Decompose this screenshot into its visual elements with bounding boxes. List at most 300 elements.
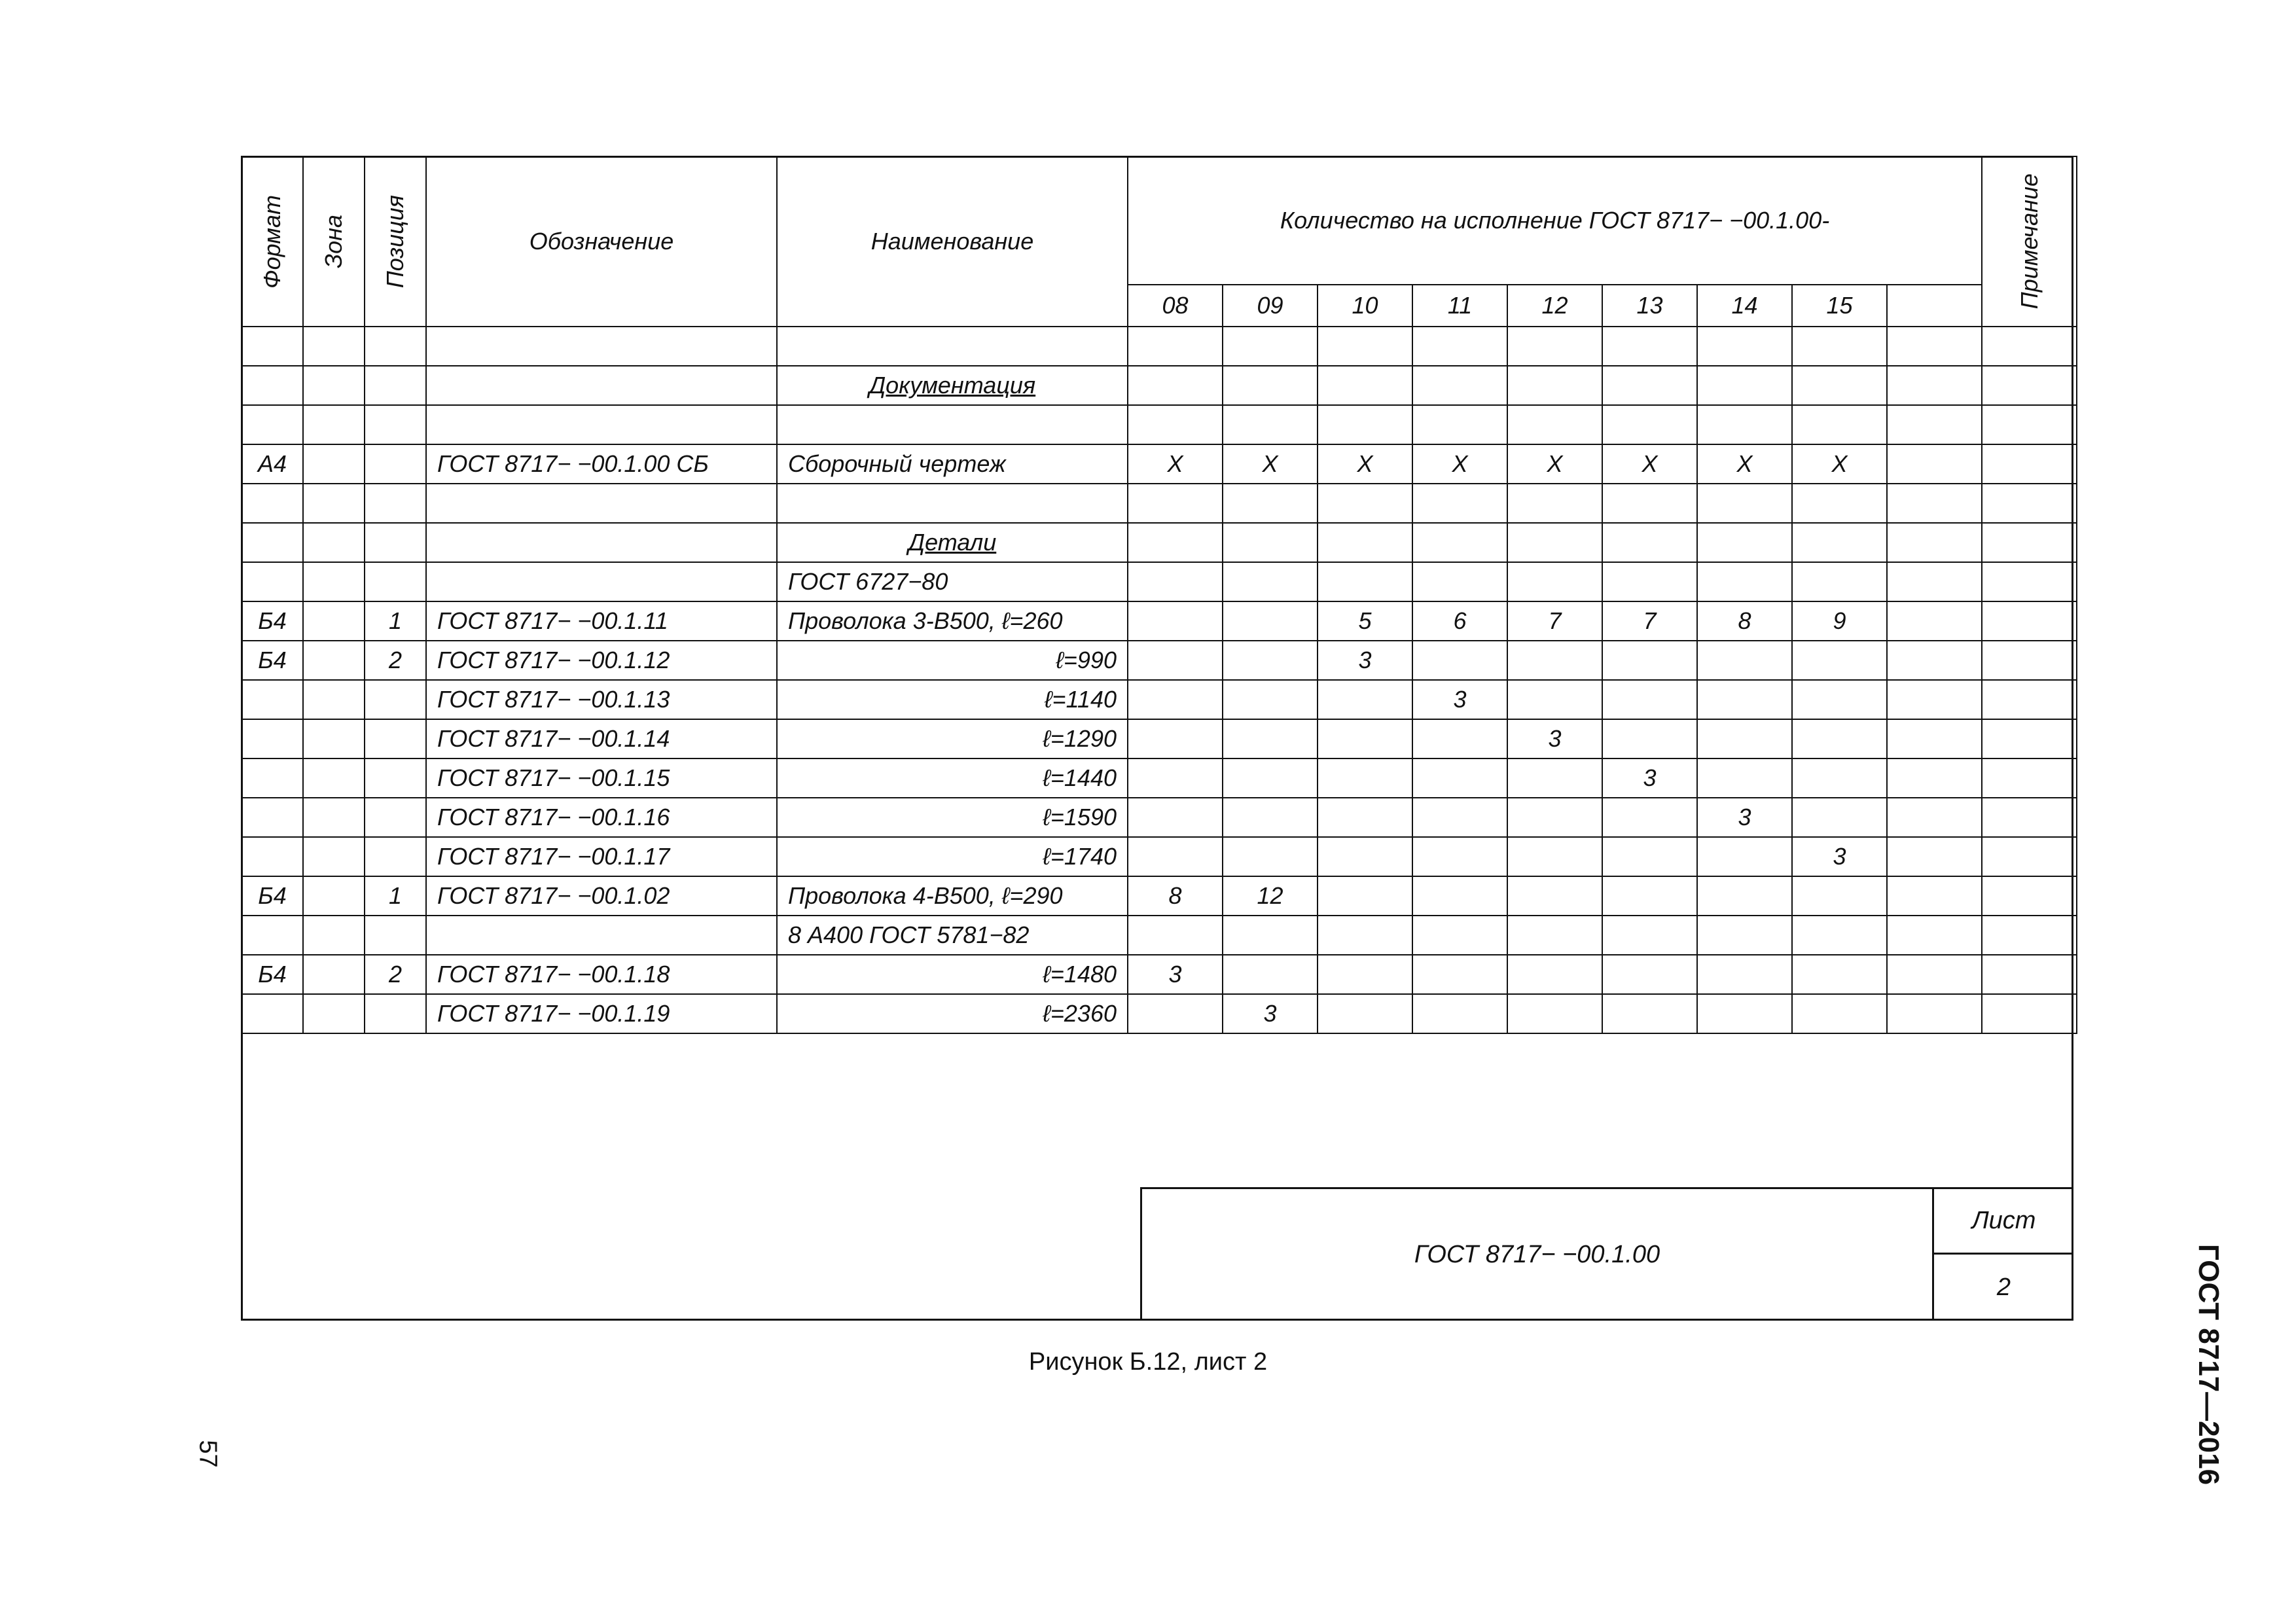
- cell-designation: [426, 916, 777, 955]
- header-format: Формат: [242, 156, 303, 327]
- cell-quantity: [1507, 798, 1602, 837]
- cell-designation: [426, 405, 777, 444]
- cell-quantity: [1128, 366, 1223, 405]
- cell-designation: ГОСТ 8717− −00.1.19: [426, 994, 777, 1033]
- cell-quantity: [1223, 366, 1318, 405]
- cell-quantity: [1507, 955, 1602, 994]
- cell-quantity: [1318, 523, 1412, 562]
- cell-quantity: 3: [1318, 641, 1412, 680]
- cell-position: [365, 366, 426, 405]
- cell-position: [365, 444, 426, 484]
- cell-quantity: [1887, 405, 1982, 444]
- cell-name: 8 А400 ГОСТ 5781−82: [777, 916, 1128, 955]
- header-quantity: Количество на исполнение ГОСТ 8717− −00.1.00-: [1128, 156, 1982, 285]
- cell-name: [777, 484, 1128, 523]
- cell-quantity: [1697, 562, 1792, 601]
- cell-position: [365, 523, 426, 562]
- cell-quantity: [1792, 523, 1887, 562]
- cell-designation: ГОСТ 8717− −00.1.12: [426, 641, 777, 680]
- cell-quantity: [1887, 680, 1982, 719]
- cell-quantity: [1507, 641, 1602, 680]
- cell-quantity: [1507, 916, 1602, 955]
- cell-position: [365, 680, 426, 719]
- cell-quantity: [1697, 719, 1792, 758]
- cell-position: [365, 994, 426, 1033]
- cell-zone: [303, 876, 365, 916]
- cell-quantity: [1697, 994, 1792, 1033]
- cell-quantity: [1128, 601, 1223, 641]
- cell-designation: ГОСТ 8717− −00.1.11: [426, 601, 777, 641]
- header-designation: Обозначение: [426, 156, 777, 327]
- cell-quantity: [1792, 955, 1887, 994]
- table-row: [242, 523, 2077, 562]
- cell-quantity: 7: [1602, 601, 1697, 641]
- cell-note: [1982, 955, 2077, 994]
- cell-quantity: [1697, 523, 1792, 562]
- cell-quantity: 7: [1507, 601, 1602, 641]
- cell-note: [1982, 405, 2077, 444]
- cell-quantity: Х: [1223, 444, 1318, 484]
- cell-zone: [303, 837, 365, 876]
- cell-zone: [303, 601, 365, 641]
- header-position: Позиция: [365, 156, 426, 327]
- cell-quantity: [1887, 758, 1982, 798]
- cell-zone: [303, 366, 365, 405]
- cell-zone: [303, 523, 365, 562]
- cell-quantity: [1223, 916, 1318, 955]
- cell-zone: [303, 758, 365, 798]
- table-row: [242, 876, 2077, 916]
- cell-name: ℓ=2360: [777, 994, 1128, 1033]
- cell-zone: [303, 327, 365, 366]
- cell-designation: [426, 327, 777, 366]
- cell-format: [242, 916, 303, 955]
- cell-quantity: [1697, 758, 1792, 798]
- table-row: [242, 955, 2077, 994]
- cell-quantity: [1128, 758, 1223, 798]
- cell-quantity: [1318, 327, 1412, 366]
- cell-quantity: Х: [1318, 444, 1412, 484]
- cell-quantity: [1507, 680, 1602, 719]
- cell-format: [242, 523, 303, 562]
- cell-note: [1982, 680, 2077, 719]
- cell-quantity: [1887, 444, 1982, 484]
- cell-name: ℓ=1590: [777, 798, 1128, 837]
- cell-quantity: [1792, 405, 1887, 444]
- cell-quantity: [1507, 405, 1602, 444]
- cell-quantity: [1792, 916, 1887, 955]
- cell-quantity: 3: [1697, 798, 1792, 837]
- cell-position: [365, 562, 426, 601]
- standard-designation: ГОСТ 8717—2016: [2193, 1243, 2225, 1486]
- cell-quantity: [1318, 955, 1412, 994]
- cell-quantity: [1318, 719, 1412, 758]
- cell-quantity: 8: [1128, 876, 1223, 916]
- cell-name: ℓ=1480: [777, 955, 1128, 994]
- cell-quantity: [1223, 955, 1318, 994]
- cell-name: ℓ=1140: [777, 680, 1128, 719]
- cell-quantity: [1412, 916, 1507, 955]
- table-row: [242, 798, 2077, 837]
- cell-quantity: [1318, 798, 1412, 837]
- cell-format: Б4: [242, 876, 303, 916]
- cell-quantity: 9: [1792, 601, 1887, 641]
- cell-position: 1: [365, 601, 426, 641]
- cell-format: Б4: [242, 601, 303, 641]
- cell-name: ГОСТ 6727−80: [777, 562, 1128, 601]
- cell-note: [1982, 562, 2077, 601]
- cell-zone: [303, 444, 365, 484]
- cell-quantity: 12: [1223, 876, 1318, 916]
- cell-quantity: [1887, 955, 1982, 994]
- cell-quantity: [1507, 562, 1602, 601]
- cell-quantity: 3: [1792, 837, 1887, 876]
- cell-quantity: [1887, 641, 1982, 680]
- cell-zone: [303, 955, 365, 994]
- cell-quantity: [1412, 837, 1507, 876]
- cell-quantity: [1602, 955, 1697, 994]
- cell-quantity: [1318, 366, 1412, 405]
- cell-quantity: [1602, 562, 1697, 601]
- cell-quantity: Х: [1602, 444, 1697, 484]
- cell-position: [365, 327, 426, 366]
- cell-quantity: 3: [1602, 758, 1697, 798]
- cell-position: 2: [365, 641, 426, 680]
- cell-note: [1982, 876, 2077, 916]
- cell-position: 1: [365, 876, 426, 916]
- cell-quantity: [1412, 405, 1507, 444]
- header-variant: 14: [1697, 285, 1792, 327]
- cell-designation: [426, 484, 777, 523]
- cell-quantity: Х: [1697, 444, 1792, 484]
- header-variant: [1887, 285, 1982, 327]
- cell-position: 2: [365, 955, 426, 994]
- table-row: [242, 366, 2077, 405]
- table-row: [242, 562, 2077, 601]
- cell-format: [242, 798, 303, 837]
- cell-quantity: [1507, 758, 1602, 798]
- cell-zone: [303, 680, 365, 719]
- cell-name: ℓ=1290: [777, 719, 1128, 758]
- cell-quantity: [1223, 837, 1318, 876]
- cell-zone: [303, 994, 365, 1033]
- cell-note: [1982, 994, 2077, 1033]
- cell-quantity: [1412, 955, 1507, 994]
- cell-quantity: [1697, 916, 1792, 955]
- cell-name: Сборочный чертеж: [777, 444, 1128, 484]
- cell-quantity: [1792, 562, 1887, 601]
- sheet-number: 2: [1996, 1273, 2011, 1301]
- header-note: Примечание: [1982, 156, 2077, 327]
- cell-quantity: [1602, 994, 1697, 1033]
- cell-quantity: [1412, 719, 1507, 758]
- cell-quantity: [1602, 680, 1697, 719]
- cell-position: [365, 719, 426, 758]
- cell-quantity: [1412, 758, 1507, 798]
- cell-name: Проволока 4-В500, ℓ=290: [777, 876, 1128, 916]
- cell-quantity: [1128, 916, 1223, 955]
- table-row: [242, 484, 2077, 523]
- cell-name: Документация: [777, 366, 1128, 405]
- cell-name: [777, 327, 1128, 366]
- cell-quantity: [1223, 327, 1318, 366]
- cell-quantity: [1792, 484, 1887, 523]
- cell-note: [1982, 444, 2077, 484]
- cell-quantity: [1412, 994, 1507, 1033]
- cell-quantity: [1318, 837, 1412, 876]
- cell-quantity: [1792, 798, 1887, 837]
- cell-quantity: [1602, 327, 1697, 366]
- cell-quantity: [1602, 366, 1697, 405]
- cell-zone: [303, 484, 365, 523]
- cell-quantity: [1792, 758, 1887, 798]
- cell-format: [242, 994, 303, 1033]
- cell-quantity: Х: [1412, 444, 1507, 484]
- header-variant: 15: [1792, 285, 1887, 327]
- cell-quantity: [1412, 327, 1507, 366]
- sheet-label: Лист: [1934, 1189, 2073, 1255]
- table-row: [242, 837, 2077, 876]
- cell-quantity: [1697, 405, 1792, 444]
- cell-position: [365, 837, 426, 876]
- cell-quantity: [1507, 994, 1602, 1033]
- cell-zone: [303, 719, 365, 758]
- cell-format: [242, 680, 303, 719]
- cell-designation: ГОСТ 8717− −00.1.13: [426, 680, 777, 719]
- header-variant: 10: [1318, 285, 1412, 327]
- cell-note: [1982, 641, 2077, 680]
- cell-quantity: [1792, 719, 1887, 758]
- cell-quantity: [1318, 758, 1412, 798]
- table-row: [242, 405, 2077, 444]
- cell-note: [1982, 916, 2077, 955]
- cell-quantity: [1887, 994, 1982, 1033]
- cell-format: [242, 562, 303, 601]
- cell-quantity: [1792, 327, 1887, 366]
- cell-note: [1982, 327, 2077, 366]
- figure-caption: Рисунок Б.12, лист 2: [1028, 1348, 1268, 1376]
- cell-quantity: [1697, 680, 1792, 719]
- table-row: [242, 444, 2077, 484]
- cell-quantity: 3: [1223, 994, 1318, 1033]
- cell-format: [242, 758, 303, 798]
- header-zone: Зона: [303, 156, 365, 327]
- cell-zone: [303, 641, 365, 680]
- cell-quantity: 5: [1318, 601, 1412, 641]
- cell-quantity: 8: [1697, 601, 1792, 641]
- cell-quantity: [1602, 798, 1697, 837]
- cell-quantity: [1507, 327, 1602, 366]
- cell-quantity: [1792, 366, 1887, 405]
- cell-format: [242, 484, 303, 523]
- cell-format: [242, 327, 303, 366]
- table-row: [242, 327, 2077, 366]
- cell-quantity: [1223, 641, 1318, 680]
- cell-name: [777, 405, 1128, 444]
- cell-zone: [303, 405, 365, 444]
- cell-quantity: [1792, 994, 1887, 1033]
- cell-quantity: [1887, 327, 1982, 366]
- cell-quantity: [1507, 366, 1602, 405]
- cell-format: Б4: [242, 641, 303, 680]
- cell-quantity: [1223, 798, 1318, 837]
- table-row: [242, 680, 2077, 719]
- cell-quantity: [1887, 719, 1982, 758]
- table-row: [242, 916, 2077, 955]
- cell-format: [242, 719, 303, 758]
- cell-zone: [303, 798, 365, 837]
- title-block: [1140, 1187, 2073, 1321]
- cell-quantity: 3: [1507, 719, 1602, 758]
- cell-format: А4: [242, 444, 303, 484]
- cell-designation: ГОСТ 8717− −00.1.02: [426, 876, 777, 916]
- cell-quantity: [1412, 366, 1507, 405]
- cell-quantity: [1128, 327, 1223, 366]
- cell-quantity: [1412, 523, 1507, 562]
- cell-quantity: [1318, 484, 1412, 523]
- cell-designation: [426, 562, 777, 601]
- cell-quantity: [1223, 758, 1318, 798]
- cell-quantity: [1128, 680, 1223, 719]
- cell-designation: ГОСТ 8717− −00.1.14: [426, 719, 777, 758]
- cell-quantity: [1887, 523, 1982, 562]
- table-row: [242, 601, 2077, 641]
- cell-note: [1982, 366, 2077, 405]
- cell-quantity: [1697, 327, 1792, 366]
- cell-quantity: [1697, 876, 1792, 916]
- cell-quantity: [1128, 641, 1223, 680]
- cell-name: ℓ=1740: [777, 837, 1128, 876]
- cell-quantity: [1318, 680, 1412, 719]
- cell-quantity: [1507, 876, 1602, 916]
- cell-quantity: 6: [1412, 601, 1507, 641]
- cell-note: [1982, 601, 2077, 641]
- header-variant: 12: [1507, 285, 1602, 327]
- title-block-document: ГОСТ 8717− −00.1.00: [1142, 1189, 1934, 1321]
- cell-quantity: [1507, 523, 1602, 562]
- table-row: [242, 994, 2077, 1033]
- header-name: Наименование: [777, 156, 1128, 327]
- cell-quantity: [1318, 405, 1412, 444]
- cell-quantity: [1128, 484, 1223, 523]
- cell-note: [1982, 837, 2077, 876]
- cell-designation: ГОСТ 8717− −00.1.16: [426, 798, 777, 837]
- header-variant: 13: [1602, 285, 1697, 327]
- cell-quantity: 3: [1128, 955, 1223, 994]
- cell-quantity: [1128, 837, 1223, 876]
- cell-quantity: Х: [1792, 444, 1887, 484]
- cell-position: [365, 916, 426, 955]
- cell-quantity: [1697, 366, 1792, 405]
- cell-quantity: [1887, 798, 1982, 837]
- cell-quantity: [1602, 876, 1697, 916]
- cell-quantity: [1507, 484, 1602, 523]
- cell-position: [365, 798, 426, 837]
- page-number: 57: [194, 1440, 222, 1468]
- cell-quantity: [1128, 562, 1223, 601]
- cell-quantity: [1887, 562, 1982, 601]
- cell-quantity: [1412, 562, 1507, 601]
- cell-quantity: [1602, 719, 1697, 758]
- cell-position: [365, 484, 426, 523]
- cell-quantity: [1792, 876, 1887, 916]
- cell-quantity: [1602, 837, 1697, 876]
- cell-quantity: [1223, 719, 1318, 758]
- cell-quantity: [1128, 994, 1223, 1033]
- cell-quantity: [1223, 601, 1318, 641]
- cell-quantity: [1223, 484, 1318, 523]
- cell-quantity: [1792, 641, 1887, 680]
- cell-quantity: [1602, 523, 1697, 562]
- cell-position: [365, 405, 426, 444]
- cell-quantity: [1223, 562, 1318, 601]
- cell-quantity: [1318, 562, 1412, 601]
- cell-quantity: [1412, 484, 1507, 523]
- cell-designation: ГОСТ 8717− −00.1.17: [426, 837, 777, 876]
- cell-quantity: [1602, 916, 1697, 955]
- cell-quantity: [1318, 876, 1412, 916]
- header-variant: 11: [1412, 285, 1507, 327]
- cell-quantity: [1412, 798, 1507, 837]
- cell-format: [242, 366, 303, 405]
- cell-quantity: Х: [1128, 444, 1223, 484]
- cell-quantity: [1318, 994, 1412, 1033]
- cell-quantity: [1792, 680, 1887, 719]
- header-variant: 08: [1128, 285, 1223, 327]
- cell-quantity: [1128, 719, 1223, 758]
- cell-format: Б4: [242, 955, 303, 994]
- cell-note: [1982, 758, 2077, 798]
- cell-note: [1982, 523, 2077, 562]
- cell-name: ℓ=990: [777, 641, 1128, 680]
- cell-quantity: [1697, 837, 1792, 876]
- cell-designation: ГОСТ 8717− −00.1.00 СБ: [426, 444, 777, 484]
- cell-designation: [426, 523, 777, 562]
- table-row: [242, 641, 2077, 680]
- cell-quantity: [1887, 876, 1982, 916]
- cell-format: [242, 405, 303, 444]
- cell-quantity: [1318, 916, 1412, 955]
- cell-quantity: [1697, 484, 1792, 523]
- specification-table: [241, 156, 2077, 1034]
- cell-designation: ГОСТ 8717− −00.1.18: [426, 955, 777, 994]
- cell-quantity: [1602, 484, 1697, 523]
- cell-quantity: [1507, 837, 1602, 876]
- cell-zone: [303, 562, 365, 601]
- cell-quantity: [1602, 405, 1697, 444]
- cell-designation: [426, 366, 777, 405]
- cell-quantity: [1887, 916, 1982, 955]
- cell-name: ℓ=1440: [777, 758, 1128, 798]
- cell-format: [242, 837, 303, 876]
- cell-quantity: Х: [1507, 444, 1602, 484]
- cell-quantity: [1128, 523, 1223, 562]
- cell-quantity: [1128, 405, 1223, 444]
- cell-quantity: [1223, 680, 1318, 719]
- cell-quantity: [1412, 876, 1507, 916]
- cell-quantity: [1887, 366, 1982, 405]
- cell-quantity: [1887, 837, 1982, 876]
- cell-quantity: [1887, 484, 1982, 523]
- cell-quantity: [1223, 405, 1318, 444]
- cell-quantity: [1412, 641, 1507, 680]
- cell-note: [1982, 484, 2077, 523]
- cell-quantity: [1128, 798, 1223, 837]
- cell-note: [1982, 798, 2077, 837]
- cell-note: [1982, 719, 2077, 758]
- cell-quantity: [1697, 955, 1792, 994]
- header-variant: 09: [1223, 285, 1318, 327]
